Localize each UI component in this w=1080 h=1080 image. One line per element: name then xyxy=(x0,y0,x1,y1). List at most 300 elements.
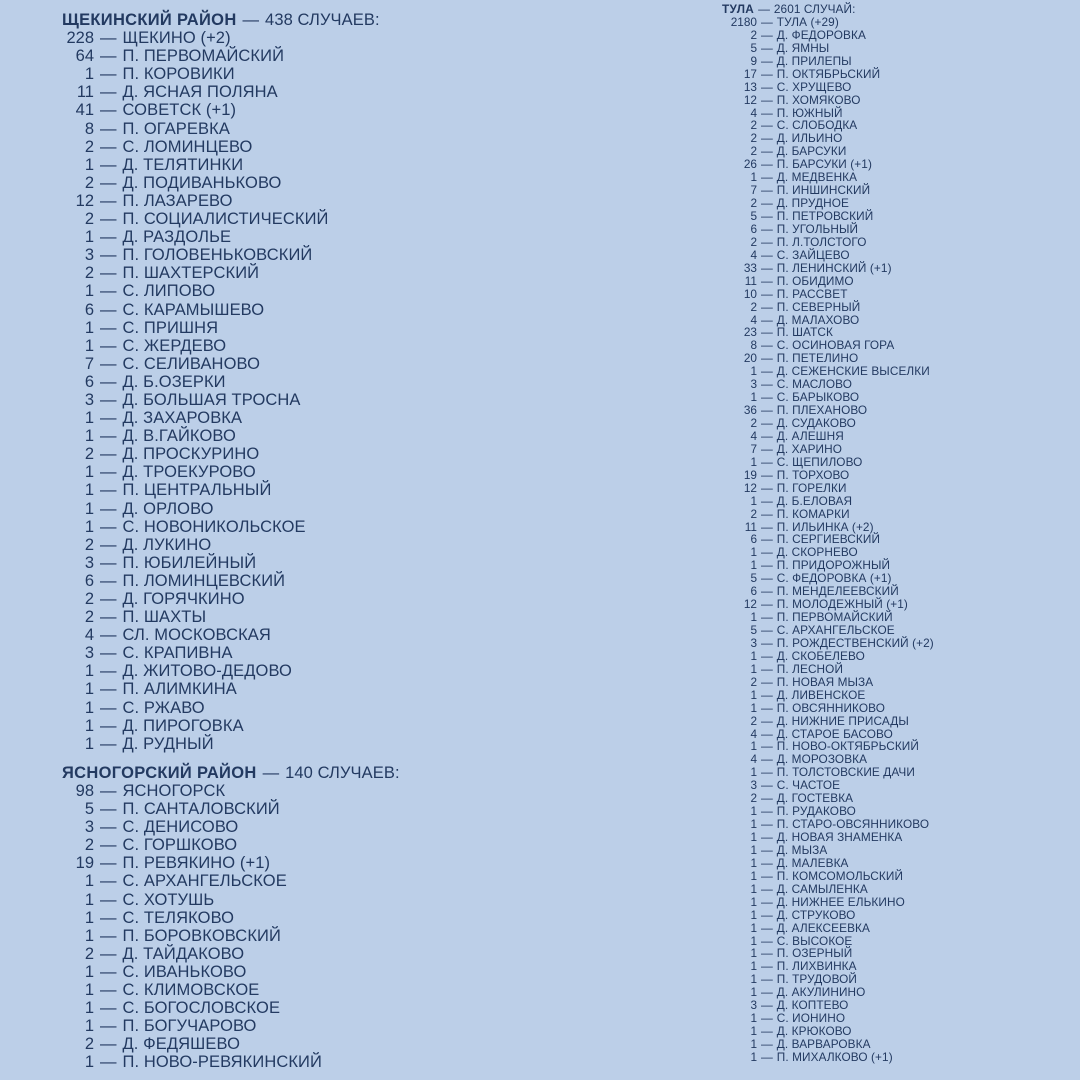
dash-separator: — xyxy=(761,221,773,236)
case-count: 98 xyxy=(75,781,94,800)
case-row xyxy=(722,456,1078,469)
dash-separator: — xyxy=(100,535,117,554)
place-name: П. ПЕТРОВСКИЙ xyxy=(776,209,874,223)
place-name: Д. СТАРОЕ БАСОВО xyxy=(776,726,893,741)
case-count: 1 xyxy=(84,999,94,1018)
case-count: 2 xyxy=(750,674,757,689)
case-count: 2 xyxy=(84,590,94,608)
dash-separator: — xyxy=(761,700,773,715)
place-name: Д. МОРОЗОВКА xyxy=(776,752,868,767)
case-row xyxy=(62,981,662,999)
case-row xyxy=(722,572,1078,585)
case-count: 3 xyxy=(84,818,94,837)
dash-separator: — xyxy=(761,299,773,314)
case-count: 1 xyxy=(750,687,757,702)
case-row xyxy=(722,922,1078,935)
case-count: 2 xyxy=(750,118,757,133)
dash-separator: — xyxy=(761,338,773,353)
dash-separator: — xyxy=(761,739,773,754)
case-row xyxy=(722,650,1078,663)
case-count: 1 xyxy=(84,698,94,717)
place-name: Д. БАРСУКИ xyxy=(776,144,847,159)
dash-separator: — xyxy=(100,962,117,981)
case-count: 3 xyxy=(750,778,757,793)
dash-separator: — xyxy=(100,734,117,753)
case-row xyxy=(62,463,662,481)
dash-separator: — xyxy=(761,648,773,663)
case-row xyxy=(722,197,1078,210)
case-count: 12 xyxy=(75,191,94,210)
dash-separator: — xyxy=(100,553,117,572)
place-name: П. ПЛЕХАНОВО xyxy=(776,403,868,418)
case-row xyxy=(722,275,1078,288)
case-count: 2 xyxy=(750,131,757,146)
dash-separator: — xyxy=(100,29,117,48)
place-name: П. МОЛОДЕЖНЫЙ (+1) xyxy=(776,597,908,612)
dash-separator: — xyxy=(761,778,773,793)
dash-separator: — xyxy=(761,1049,773,1064)
place-name: С. АРХАНГЕЛЬСКОЕ xyxy=(122,872,287,891)
case-count: 2 xyxy=(750,713,757,728)
place-name: С. ЛОМИНЦЕВО xyxy=(122,137,253,156)
case-count: 1 xyxy=(750,959,757,974)
case-count: 5 xyxy=(84,800,94,819)
place-name: Д. МЫЗА xyxy=(776,842,828,857)
dash-separator: — xyxy=(761,907,773,922)
dash-separator: — xyxy=(100,872,117,891)
case-count: 64 xyxy=(75,47,94,66)
case-count: 1 xyxy=(84,962,94,981)
case-row xyxy=(722,68,1078,81)
case-count: 11 xyxy=(76,83,94,102)
case-row xyxy=(62,626,662,644)
case-count: 3 xyxy=(84,644,94,663)
case-row xyxy=(722,508,1078,521)
case-count: 41 xyxy=(75,101,94,120)
case-count: 1 xyxy=(84,481,94,500)
dash-separator: — xyxy=(761,713,773,728)
case-row xyxy=(722,288,1078,301)
dash-separator: — xyxy=(100,336,117,355)
dash-separator: — xyxy=(761,1011,773,1026)
district-header xyxy=(62,11,662,29)
place-name: П. УГОЛЬНЫЙ xyxy=(776,221,859,236)
place-name: СОВЕТСК (+1) xyxy=(122,101,237,120)
case-count: 3 xyxy=(84,390,94,409)
case-count: 2 xyxy=(750,299,757,314)
case-count: 36 xyxy=(743,403,757,418)
place-name: С. ХОТУШЬ xyxy=(122,890,215,909)
case-row xyxy=(722,870,1078,883)
dash-separator: — xyxy=(100,173,117,192)
place-name: С. ЗАЙЦЕВО xyxy=(776,247,850,262)
place-name: С. ЩЕПИЛОВО xyxy=(776,454,863,469)
case-row xyxy=(722,960,1078,973)
place-name: С. ИОНИНО xyxy=(776,1011,846,1026)
dash-separator: — xyxy=(100,1017,117,1036)
dash-separator: — xyxy=(761,14,773,29)
left-column xyxy=(62,11,662,1071)
case-count: 20 xyxy=(743,351,757,366)
dash-separator: — xyxy=(761,196,773,211)
place-name: П. ОВСЯННИКОВО xyxy=(776,700,886,715)
place-name: Д. ЛИВЕНСКОЕ xyxy=(776,687,866,702)
dash-separator: — xyxy=(761,998,773,1013)
dash-separator: — xyxy=(100,83,117,102)
dash-separator: — xyxy=(761,674,773,689)
place-name: П. ПЕРВОМАЙСКИЙ xyxy=(122,47,285,66)
case-row xyxy=(722,792,1078,805)
dash-separator: — xyxy=(100,481,117,500)
case-row xyxy=(62,210,662,228)
place-name: П. ЦЕНТРАЛЬНЫЙ xyxy=(122,481,272,500)
dash-separator: — xyxy=(761,558,773,573)
case-count: 1 xyxy=(750,454,757,469)
dash-separator: — xyxy=(761,623,773,637)
dash-separator: — xyxy=(100,800,117,819)
place-name: Д. СУДАКОВО xyxy=(776,416,856,430)
dash-separator: — xyxy=(761,377,773,392)
case-row xyxy=(722,417,1078,430)
case-count: 1 xyxy=(750,868,757,883)
place-name: Д. ТАЙДАКОВО xyxy=(122,944,245,963)
case-row xyxy=(722,404,1078,417)
dash-separator: — xyxy=(761,170,773,185)
place-name: Д. МАЛАХОВО xyxy=(776,312,860,327)
place-name: П. НОВО-РЕВЯКИНСКИЙ xyxy=(122,1053,322,1072)
case-row xyxy=(722,469,1078,482)
place-name: Д. НИЖНИЕ ПРИСАДЫ xyxy=(776,713,909,728)
case-row xyxy=(722,391,1078,404)
case-count: 2 xyxy=(750,234,757,249)
case-count: 1 xyxy=(750,907,757,922)
dash-separator: — xyxy=(100,698,117,717)
case-row xyxy=(62,909,662,927)
case-row xyxy=(722,935,1078,948)
case-count: 1 xyxy=(750,493,757,508)
case-count: 6 xyxy=(750,584,757,599)
case-count: 6 xyxy=(750,221,757,236)
case-count: 1 xyxy=(84,1017,94,1036)
place-name: Д. ХАРИНО xyxy=(776,441,843,456)
case-row xyxy=(62,1053,662,1071)
place-name: П. ПЕТЕЛИНО xyxy=(776,351,859,366)
case-count: 1 xyxy=(84,980,94,999)
place-name: Д. Б.ОЗЕРКИ xyxy=(122,372,226,391)
case-row xyxy=(62,192,662,210)
case-count: 5 xyxy=(750,209,757,223)
dash-separator: — xyxy=(761,441,773,456)
dash-separator: — xyxy=(761,920,773,935)
case-row xyxy=(722,715,1078,728)
dash-separator: — xyxy=(100,65,117,84)
case-count: 1 xyxy=(750,739,757,754)
case-row xyxy=(722,611,1078,624)
dash-separator: — xyxy=(761,959,773,974)
case-count: 1 xyxy=(84,1053,94,1072)
case-count: 4 xyxy=(750,247,757,262)
case-count: 1 xyxy=(84,926,94,945)
case-count: 5 xyxy=(750,623,757,637)
dash-separator: — xyxy=(761,493,773,508)
district-case-total: 438 СЛУЧАЕВ: xyxy=(265,11,380,29)
place-name: Д. ГОРЯЧКИНО xyxy=(122,590,245,608)
dash-separator: — xyxy=(761,506,773,521)
case-row xyxy=(722,29,1078,42)
place-name: Д. СКОРНЕВО xyxy=(776,545,858,560)
case-count: 1 xyxy=(750,894,757,909)
case-row xyxy=(62,1035,662,1053)
case-count: 1 xyxy=(750,700,757,715)
dash-separator: — xyxy=(761,428,773,443)
case-row xyxy=(722,1051,1078,1064)
place-name: Д. ЯСНАЯ ПОЛЯНА xyxy=(122,83,278,102)
dash-separator: — xyxy=(761,855,773,870)
case-row xyxy=(722,676,1078,689)
case-row xyxy=(722,262,1078,275)
place-name: П. КОРОВИКИ xyxy=(122,65,235,84)
case-row xyxy=(62,536,662,554)
dash-separator: — xyxy=(761,312,773,327)
dash-separator: — xyxy=(100,210,117,229)
place-name: С. ФЕДОРОВКА (+1) xyxy=(776,571,892,586)
dash-separator: — xyxy=(100,264,117,283)
case-count: 19 xyxy=(75,854,94,873)
place-name: Д. МАЛЕВКА xyxy=(776,855,849,870)
place-name: П. ЛОМИНЦЕВСКИЙ xyxy=(122,571,286,590)
case-count: 1 xyxy=(750,972,757,987)
case-row xyxy=(62,782,662,800)
dash-separator: — xyxy=(761,1024,773,1039)
place-name: С. КАРАМЫШЕВО xyxy=(122,300,265,319)
case-row xyxy=(62,872,662,890)
place-name: П. БОГУЧАРОВО xyxy=(122,1017,257,1036)
place-name: Д. ГОСТЕВКА xyxy=(776,791,854,806)
case-count: 6 xyxy=(84,571,94,590)
case-row xyxy=(62,1017,662,1035)
place-name: П. ТОРХОВО xyxy=(776,467,850,482)
case-row xyxy=(722,883,1078,896)
case-row xyxy=(62,373,662,391)
dash-separator: — xyxy=(761,791,773,806)
place-name: С. СЕЛИВАНОВО xyxy=(122,354,260,373)
case-row xyxy=(722,1012,1078,1025)
place-name: П. САНТАЛОВСКИЙ xyxy=(122,800,280,819)
dash-separator: — xyxy=(761,1037,773,1051)
case-count: 1 xyxy=(84,155,94,174)
dash-separator: — xyxy=(100,318,117,337)
dash-separator: — xyxy=(761,416,773,430)
case-row xyxy=(722,857,1078,870)
case-count: 1 xyxy=(750,855,757,870)
dash-separator: — xyxy=(100,191,117,210)
dash-separator: — xyxy=(761,325,773,340)
dash-separator: — xyxy=(761,842,773,857)
dash-separator: — xyxy=(100,409,117,428)
case-count: 1 xyxy=(84,409,94,428)
place-name: П. ЮЖНЫЙ xyxy=(776,105,843,120)
case-count: 1 xyxy=(84,872,94,891)
place-name: Д. В.ГАЙКОВО xyxy=(122,427,236,446)
case-row xyxy=(62,355,662,373)
case-row xyxy=(722,766,1078,779)
place-name: С. ВЫСОКОЕ xyxy=(776,933,853,948)
place-name: С. МАСЛОВО xyxy=(776,377,853,392)
case-count: 6 xyxy=(750,532,757,547)
dash-separator: — xyxy=(100,626,117,645)
dash-separator: — xyxy=(100,246,117,265)
case-row xyxy=(62,120,662,138)
case-count: 1 xyxy=(750,170,757,185)
case-count: 2 xyxy=(84,944,94,963)
dash-separator: — xyxy=(100,228,117,247)
dash-separator: — xyxy=(100,119,117,138)
dash-separator: — xyxy=(100,499,117,518)
case-row xyxy=(722,909,1078,922)
place-name: П. ШАХТЕРСКИЙ xyxy=(122,264,260,283)
case-row xyxy=(62,836,662,854)
dash-separator: — xyxy=(100,716,117,735)
case-count: 1 xyxy=(84,336,94,355)
dash-separator: — xyxy=(100,662,117,681)
place-name: Д. СТРУКОВО xyxy=(776,907,856,922)
case-count: 6 xyxy=(84,300,94,319)
case-count: 33 xyxy=(743,260,757,275)
dash-separator: — xyxy=(100,608,117,627)
dash-separator: — xyxy=(100,445,117,464)
dash-separator: — xyxy=(761,183,773,198)
case-count: 1 xyxy=(750,648,757,663)
place-name: С. ЛИПОВО xyxy=(122,282,216,301)
dash-separator: — xyxy=(262,763,280,782)
case-row xyxy=(722,94,1078,107)
place-name: Д. ЖИТОВО-ДЕДОВО xyxy=(122,662,292,681)
place-name: П. РЕВЯКИНО (+1) xyxy=(122,854,271,873)
case-row xyxy=(722,779,1078,792)
place-name: С. ГОРШКОВО xyxy=(122,836,238,855)
case-row xyxy=(722,831,1078,844)
case-row xyxy=(62,717,662,735)
case-count: 7 xyxy=(750,183,757,198)
place-name: П. МИХАЛКОВО (+1) xyxy=(776,1049,893,1064)
place-name: П. МЕНДЕЛЕЕВСКИЙ xyxy=(776,584,899,599)
district-header xyxy=(722,3,1078,16)
place-name: П. СОЦИАЛИСТИЧЕСКИЙ xyxy=(122,210,329,229)
dash-separator: — xyxy=(100,47,117,66)
place-name: Д. КРЮКОВО xyxy=(776,1024,852,1039)
dash-separator: — xyxy=(761,467,773,482)
case-count: 11 xyxy=(744,519,757,534)
case-row xyxy=(62,662,662,680)
case-count: 1 xyxy=(84,463,94,482)
case-count: 2 xyxy=(750,196,757,211)
place-name: П. ПЕРВОМАЙСКИЙ xyxy=(776,610,893,625)
place-name: П. ЛИХВИНКА xyxy=(776,959,857,974)
dash-separator: — xyxy=(761,946,773,961)
dash-separator: — xyxy=(761,726,773,741)
case-row xyxy=(722,55,1078,68)
case-row xyxy=(62,29,662,47)
case-count: 5 xyxy=(750,40,757,55)
dash-separator: — xyxy=(761,40,773,55)
place-name: П. КОМАРКИ xyxy=(776,506,850,521)
case-count: 1 xyxy=(750,842,757,857)
place-name: П. ИНШИНСКИЙ xyxy=(776,183,871,198)
place-name: П. ХОМЯКОВО xyxy=(776,92,861,107)
dash-separator: — xyxy=(100,836,117,855)
place-name: Д. РАЗДОЛЬЕ xyxy=(122,228,232,247)
place-name: Д. СЕЖЕНСКИЕ ВЫСЕЛКИ xyxy=(776,364,930,379)
case-row xyxy=(722,326,1078,339)
case-row xyxy=(62,138,662,156)
case-row xyxy=(722,16,1078,29)
dash-separator: — xyxy=(242,11,260,29)
right-column xyxy=(722,3,1078,1064)
case-count: 12 xyxy=(743,480,757,495)
dash-separator: — xyxy=(761,247,773,262)
case-count: 5 xyxy=(750,571,757,586)
case-count: 1 xyxy=(750,830,757,844)
case-count: 1 xyxy=(750,946,757,961)
place-name: Д. РУДНЫЙ xyxy=(122,734,214,753)
place-name: П. РОЖДЕСТВЕНСКИЙ (+2) xyxy=(776,635,934,650)
place-name: П. ИЛЬИНКА (+2) xyxy=(776,519,874,534)
district-title: ЯСНОГОРСКИЙ РАЙОН xyxy=(62,763,257,782)
case-row xyxy=(722,119,1078,132)
case-row xyxy=(62,282,662,300)
case-row xyxy=(722,546,1078,559)
dash-separator: — xyxy=(761,209,773,223)
dash-separator: — xyxy=(761,765,773,780)
district-section xyxy=(62,764,662,1072)
dash-separator: — xyxy=(761,403,773,418)
case-row xyxy=(722,301,1078,314)
dash-separator: — xyxy=(761,894,773,909)
case-row xyxy=(62,500,662,518)
place-name: С. ОСИНОВАЯ ГОРА xyxy=(776,338,895,353)
case-row xyxy=(722,624,1078,637)
place-name: П. СЕВЕРНЫЙ xyxy=(776,299,861,314)
case-count: 1 xyxy=(84,680,94,699)
case-count: 26 xyxy=(743,157,757,172)
place-name: Д. КОПТЕВО xyxy=(776,998,849,1013)
place-name: С. СЛОБОДКА xyxy=(776,118,858,133)
place-name: Д. СКОБЕЛЕВО xyxy=(776,648,865,663)
dash-separator: — xyxy=(100,944,117,963)
place-name: С. ХРУЩЕВО xyxy=(776,79,852,94)
place-name: П. РУДАКОВО xyxy=(776,804,856,819)
dash-separator: — xyxy=(100,680,117,699)
dash-separator: — xyxy=(100,854,117,873)
place-name: С. ЧАСТОЕ xyxy=(776,778,841,793)
place-name: СЛ. МОСКОВСКАЯ xyxy=(122,626,271,645)
dash-separator: — xyxy=(100,571,117,590)
case-count: 2 xyxy=(84,137,94,156)
dash-separator: — xyxy=(100,908,117,927)
case-count: 1 xyxy=(84,427,94,446)
dash-separator: — xyxy=(761,118,773,133)
dash-separator: — xyxy=(761,830,773,844)
case-count: 1 xyxy=(750,364,757,379)
case-count: 1 xyxy=(750,881,757,896)
place-name: П. ОГАРЕВКА xyxy=(122,119,230,138)
place-name: Д. НИЖНЕЕ ЕЛЬКИНО xyxy=(776,894,905,909)
place-name: П. РАССВЕТ xyxy=(776,286,848,301)
dash-separator: — xyxy=(761,635,773,650)
case-count: 1 xyxy=(84,282,94,301)
dash-separator: — xyxy=(761,687,773,702)
case-count: 1 xyxy=(750,933,757,948)
